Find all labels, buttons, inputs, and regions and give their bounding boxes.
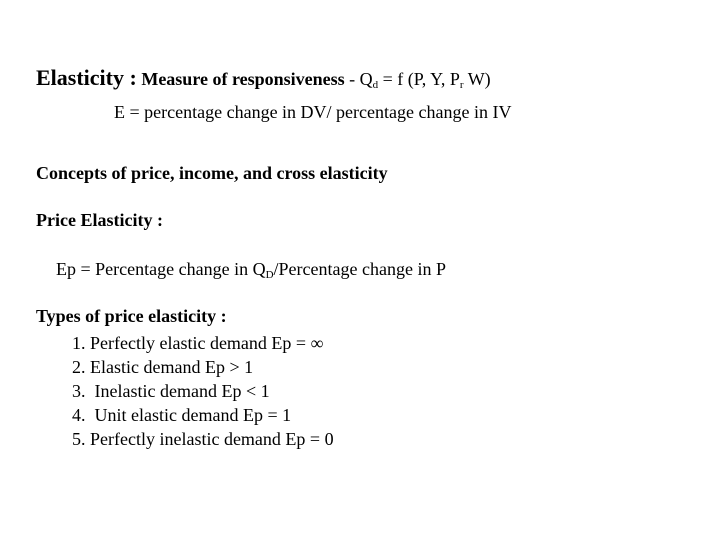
title-formula-mid: = f (P, Y, P bbox=[378, 69, 460, 89]
title-subtitle: Measure of responsiveness bbox=[141, 69, 345, 89]
price-elasticity-heading: Price Elasticity : bbox=[36, 210, 163, 230]
elasticity-definition: E = percentage change in DV/ percentage change in IV bbox=[114, 102, 512, 122]
concepts-heading: Concepts of price, income, and cross elasticity bbox=[36, 163, 388, 183]
ep-formula-prefix: Ep = Percentage change in Q bbox=[56, 259, 266, 279]
ep-formula-sub: D bbox=[265, 269, 274, 281]
types-list bbox=[36, 331, 334, 451]
title-elasticity: Elasticity : bbox=[36, 65, 137, 90]
ep-formula-suffix: /Percentage change in P bbox=[273, 259, 446, 279]
list-item: 5. Perfectly inelastic demand Ep = 0 bbox=[72, 429, 334, 449]
list-item: 1. Perfectly elastic demand Ep = ∞ bbox=[72, 333, 324, 353]
types-heading: Types of price elasticity : bbox=[36, 306, 227, 326]
title-formula-prefix: - Q bbox=[344, 69, 373, 89]
list-item: 4. Unit elastic demand Ep = 1 bbox=[72, 405, 292, 425]
title-formula-end: W) bbox=[463, 69, 491, 89]
list-item: 2. Elastic demand Ep > 1 bbox=[72, 357, 254, 377]
list-item: 3. Inelastic demand Ep < 1 bbox=[72, 381, 270, 401]
title-formula-sub-d: d bbox=[372, 79, 379, 91]
price-elasticity-formula bbox=[56, 259, 446, 281]
slide-title bbox=[36, 67, 491, 89]
title-formula-sub-r: r bbox=[459, 79, 464, 91]
types-section bbox=[36, 307, 334, 451]
